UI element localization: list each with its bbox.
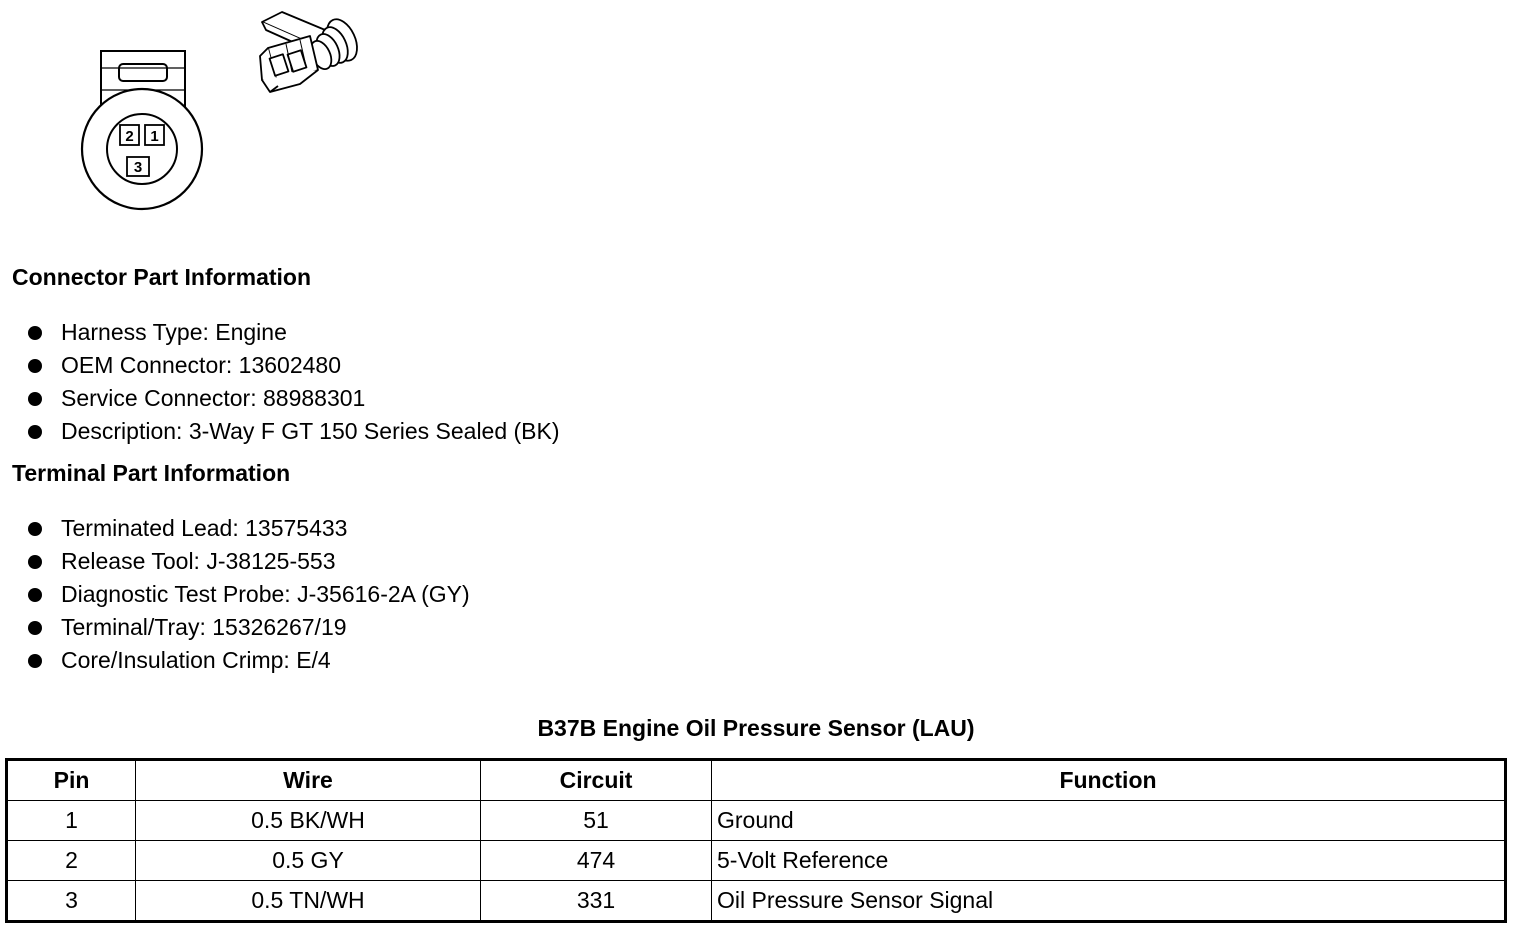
table-row [7,881,1506,922]
pin-label: 2 [125,128,134,145]
header-wire: Wire [136,760,481,801]
connector-info-text: Harness Type: Engine [61,319,287,345]
bullet-icon [28,326,42,340]
bullet-icon [28,555,42,569]
header-circuit: Circuit [481,760,712,801]
connector-isometric-view [260,12,363,92]
terminal-info-text: Terminal/Tray: 15326267/19 [61,614,347,640]
bullet-icon [28,621,42,635]
table-title: B37B Engine Oil Pressure Sensor (LAU) [537,715,975,741]
connector-diagram [0,0,380,220]
header-pin: Pin [7,760,136,801]
bullet-icon [28,425,42,439]
cell-pin: 3 [7,881,136,922]
bullet-icon [28,588,42,602]
pin-cavity-2 [120,125,139,145]
connector-section-title: Connector Part Information [12,264,312,290]
table-row [7,801,1506,841]
pin-cavity-1 [145,125,164,145]
bullet-icon [28,359,42,373]
cell-function: Ground [712,801,1506,841]
list-item [28,382,560,415]
list-item [28,512,470,545]
pinout-table [5,758,1507,923]
list-item [28,415,560,448]
list-item [28,644,470,677]
cell-circuit: 51 [481,801,712,841]
connector-face-view [82,51,202,209]
connector-info-text: Service Connector: 88988301 [61,385,366,411]
list-item [28,545,470,578]
terminal-info-text: Terminated Lead: 13575433 [61,515,348,541]
cell-wire: 0.5 TN/WH [136,881,481,922]
bullet-icon [28,392,42,406]
pin-label: 3 [133,159,143,176]
list-item [28,349,560,382]
table-row [7,841,1506,881]
cell-wire: 0.5 BK/WH [136,801,481,841]
pin-label: 1 [150,128,159,145]
cell-wire: 0.5 GY [136,841,481,881]
bullet-icon [28,522,42,536]
connector-info-list [28,316,560,448]
terminal-info-text: Release Tool: J-38125-553 [61,548,336,574]
terminal-info-list [28,512,470,677]
cell-function: Oil Pressure Sensor Signal [712,881,1506,922]
cell-circuit: 474 [481,841,712,881]
table-header-row [7,760,1506,801]
cell-pin: 2 [7,841,136,881]
list-item [28,611,470,644]
list-item [28,316,560,349]
connector-info-text: OEM Connector: 13602480 [61,352,342,378]
cell-circuit: 331 [481,881,712,922]
list-item [28,578,470,611]
bullet-icon [28,654,42,668]
cell-function: 5-Volt Reference [712,841,1506,881]
terminal-info-text: Core/Insulation Crimp: E/4 [61,647,331,673]
connector-info-text: Description: 3-Way F GT 150 Series Sealed (BK) [61,418,560,444]
header-function: Function [712,760,1506,801]
terminal-info-text: Diagnostic Test Probe: J-35616-2A (GY) [61,581,470,607]
pin-cavity-3 [127,157,149,176]
cell-pin: 1 [7,801,136,841]
terminal-section-title: Terminal Part Information [12,460,291,486]
